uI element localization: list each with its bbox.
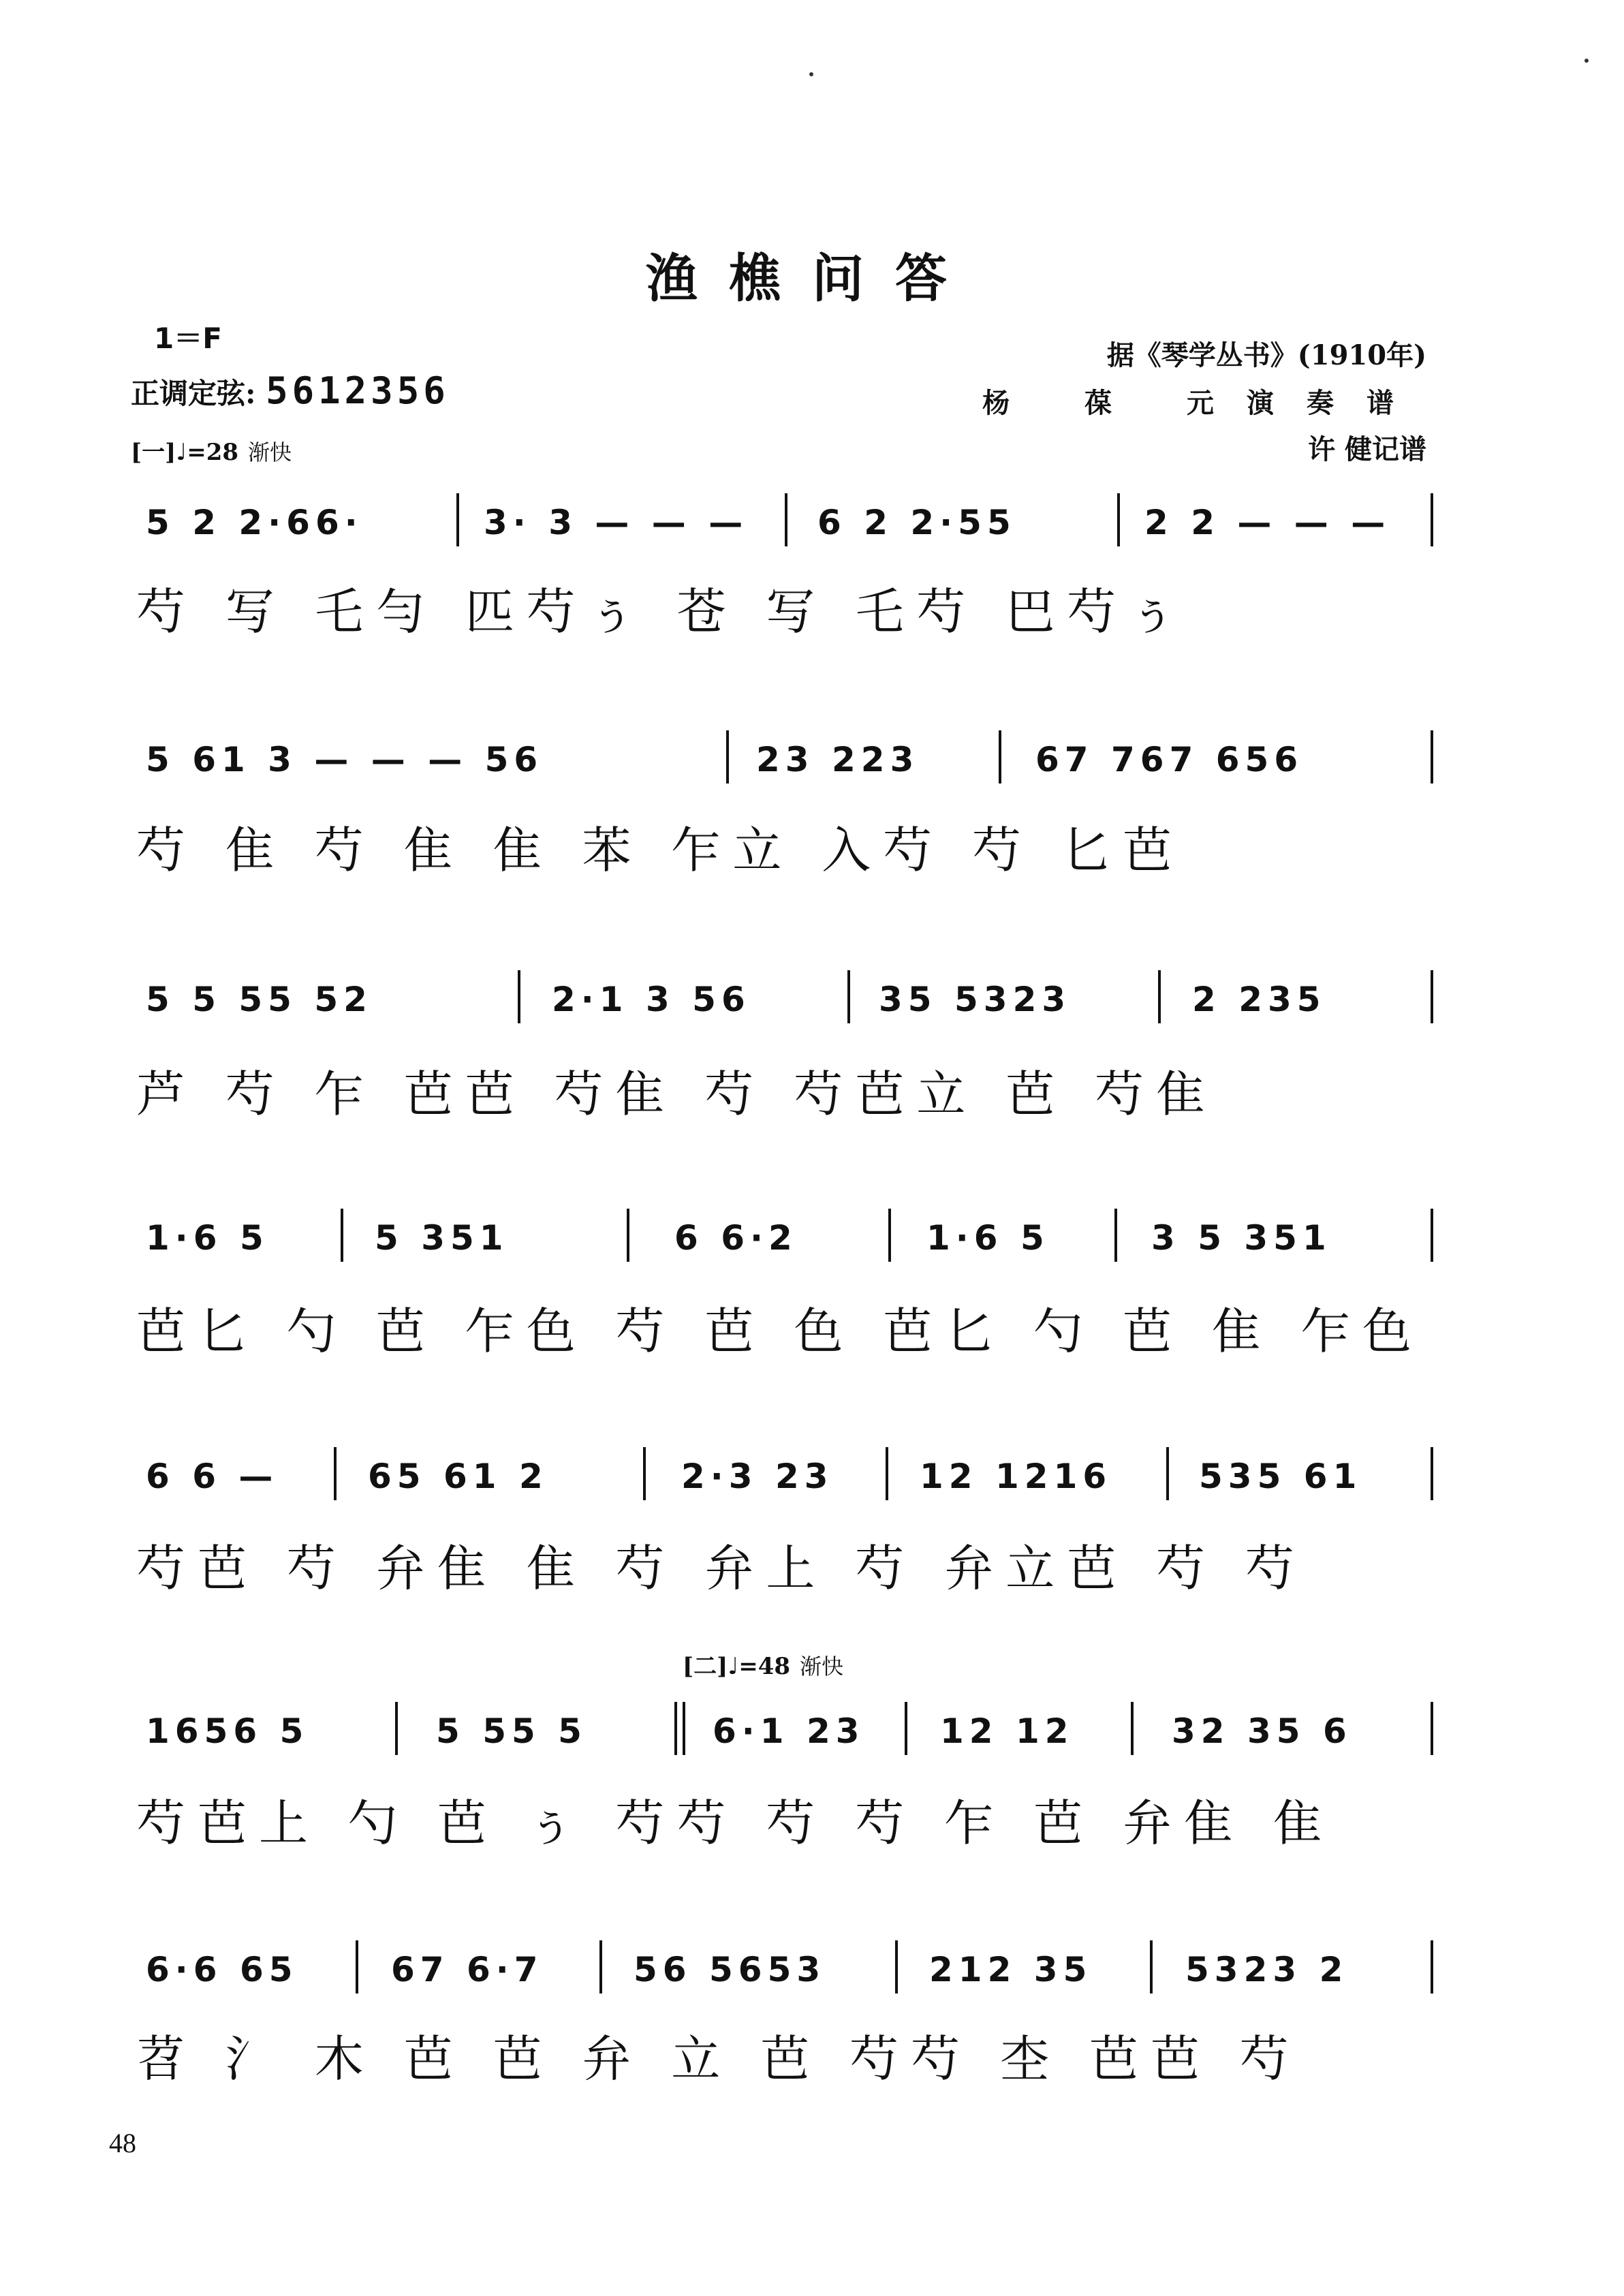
staff-line bbox=[136, 1939, 1437, 2000]
tuning-notes: 5612356 bbox=[266, 369, 450, 412]
barline bbox=[785, 493, 787, 546]
tablature-line: 芍 隹 芍 隹 隹 苯 乍立 入芍 芍 匕芭 bbox=[136, 822, 1184, 879]
measure: 3 5 351 bbox=[1151, 1218, 1332, 1258]
barline bbox=[1431, 1209, 1433, 1262]
section1-word: 渐快 bbox=[248, 439, 292, 465]
barline bbox=[1431, 1702, 1433, 1755]
measure: 3· 3 — — — bbox=[484, 503, 749, 542]
measure: 5 5 55 52 bbox=[146, 980, 373, 1019]
barline bbox=[1114, 1209, 1117, 1262]
barline bbox=[1431, 1940, 1433, 1994]
page-number: 48 bbox=[109, 2128, 136, 2158]
barline bbox=[599, 1940, 602, 1994]
measure: 23 223 bbox=[756, 740, 920, 779]
barline bbox=[1431, 1447, 1433, 1500]
measure: 2 235 bbox=[1192, 980, 1326, 1019]
section2-bpm: ♩=48 bbox=[728, 1653, 791, 1680]
tablature-line: 芭匕 勺 芭 乍色 芍 芭 色 芭匕 勺 芭 隹 乍色 bbox=[136, 1303, 1424, 1360]
barline bbox=[886, 1447, 888, 1500]
barline bbox=[905, 1702, 907, 1755]
staff-line bbox=[136, 1207, 1437, 1269]
section2-word: 渐快 bbox=[800, 1654, 844, 1679]
tablature-line: 芍芭上 勺 芭 ぅ 芍芍 芍 芍 乍 芭 弁隹 隹 bbox=[136, 1795, 1334, 1852]
staff-line bbox=[136, 1446, 1437, 1507]
barline bbox=[627, 1209, 629, 1262]
measure: 5 61 3 — — — 56 bbox=[146, 740, 544, 779]
measure: 6·6 65 bbox=[146, 1950, 298, 1989]
barline bbox=[999, 730, 1001, 784]
double-barline bbox=[674, 1702, 685, 1755]
measure: 5 2 2·66· bbox=[146, 503, 363, 542]
measure: 2·3 23 bbox=[681, 1457, 834, 1496]
barline bbox=[888, 1209, 891, 1262]
tuning bbox=[131, 369, 450, 412]
measure: 5323 2 bbox=[1185, 1950, 1349, 1989]
barline bbox=[895, 1940, 898, 1994]
measure: 5 351 bbox=[375, 1218, 509, 1258]
measure: 6 6 — bbox=[146, 1457, 279, 1496]
measure: 6·1 23 bbox=[713, 1711, 865, 1751]
measure: 5 55 5 bbox=[436, 1711, 587, 1751]
key-signature: 1＝F bbox=[154, 322, 222, 355]
tablature-line: 苕 氵 木 芭 芭 弁 立 芭 芍芍 杢 芭芭 芍 bbox=[136, 2030, 1301, 2088]
measure: 56 5653 bbox=[634, 1950, 826, 1989]
measure: 6 2 2·55 bbox=[817, 503, 1016, 542]
barline bbox=[726, 730, 729, 784]
barline bbox=[1166, 1447, 1169, 1500]
measure: 2 2 — — — bbox=[1144, 503, 1391, 542]
performer-text: 杨 葆 元演奏谱 bbox=[982, 387, 1426, 419]
measure: 65 61 2 bbox=[368, 1457, 548, 1496]
page-title: 渔樵问答 bbox=[646, 248, 978, 309]
barline bbox=[847, 970, 850, 1023]
barline bbox=[341, 1209, 343, 1262]
measure: 1656 5 bbox=[146, 1711, 309, 1751]
tablature-line: 芦 芍 乍 芭芭 芍隹 芍 芍芭立 芭 芍隹 bbox=[136, 1066, 1218, 1123]
speck bbox=[809, 72, 813, 76]
transcriber-credit: 许 健记谱 bbox=[1308, 433, 1426, 465]
measure: 12 1216 bbox=[920, 1457, 1112, 1496]
speck bbox=[1584, 59, 1589, 63]
barline bbox=[334, 1447, 337, 1500]
measure: 35 5323 bbox=[879, 980, 1072, 1019]
barline bbox=[1431, 493, 1433, 546]
barline bbox=[1150, 1940, 1153, 1994]
measure: 1·6 5 bbox=[146, 1218, 269, 1258]
section1-bpm: ♩=28 bbox=[176, 439, 239, 466]
barline bbox=[356, 1940, 358, 1994]
measure: 2·1 3 56 bbox=[552, 980, 751, 1019]
staff-line bbox=[136, 969, 1437, 1030]
tablature-line: 芍芭 芍 弁隹 隹 芍 弁上 芍 弁立芭 芍 芍 bbox=[136, 1540, 1307, 1597]
source-credit: 据《琴学丛书》(1910年) bbox=[1106, 339, 1426, 371]
barline bbox=[1431, 730, 1433, 784]
measure: 67 6·7 bbox=[391, 1950, 544, 1989]
staff-line bbox=[136, 1701, 1437, 1762]
staff-line bbox=[136, 729, 1437, 790]
section1-tempo bbox=[131, 433, 292, 467]
measure: 1·6 5 bbox=[926, 1218, 1050, 1258]
barline bbox=[518, 970, 520, 1023]
tablature-line: 芍 写 乇勻 匹芍ぅ 苍 写 乇芍 巴芍ぅ bbox=[136, 583, 1190, 640]
measure: 535 61 bbox=[1199, 1457, 1362, 1496]
tuning-label: 正调定弦: bbox=[131, 377, 256, 410]
barline bbox=[1117, 493, 1120, 546]
measure: 12 12 bbox=[940, 1711, 1074, 1751]
section1-marker: [一] bbox=[131, 439, 176, 466]
barline bbox=[1158, 970, 1161, 1023]
measure: 212 35 bbox=[929, 1950, 1093, 1989]
barline bbox=[643, 1447, 646, 1500]
performer-credit bbox=[982, 382, 1426, 420]
section2-marker: [二] bbox=[683, 1653, 728, 1680]
barline bbox=[395, 1702, 398, 1755]
measure: 67 767 656 bbox=[1035, 740, 1304, 779]
staff-line bbox=[136, 492, 1437, 553]
measure: 32 35 6 bbox=[1172, 1711, 1352, 1751]
barline bbox=[1431, 970, 1433, 1023]
section2-tempo bbox=[683, 1647, 843, 1681]
measure: 6 6·2 bbox=[674, 1218, 798, 1258]
barline bbox=[1131, 1702, 1134, 1755]
barline bbox=[456, 493, 459, 546]
